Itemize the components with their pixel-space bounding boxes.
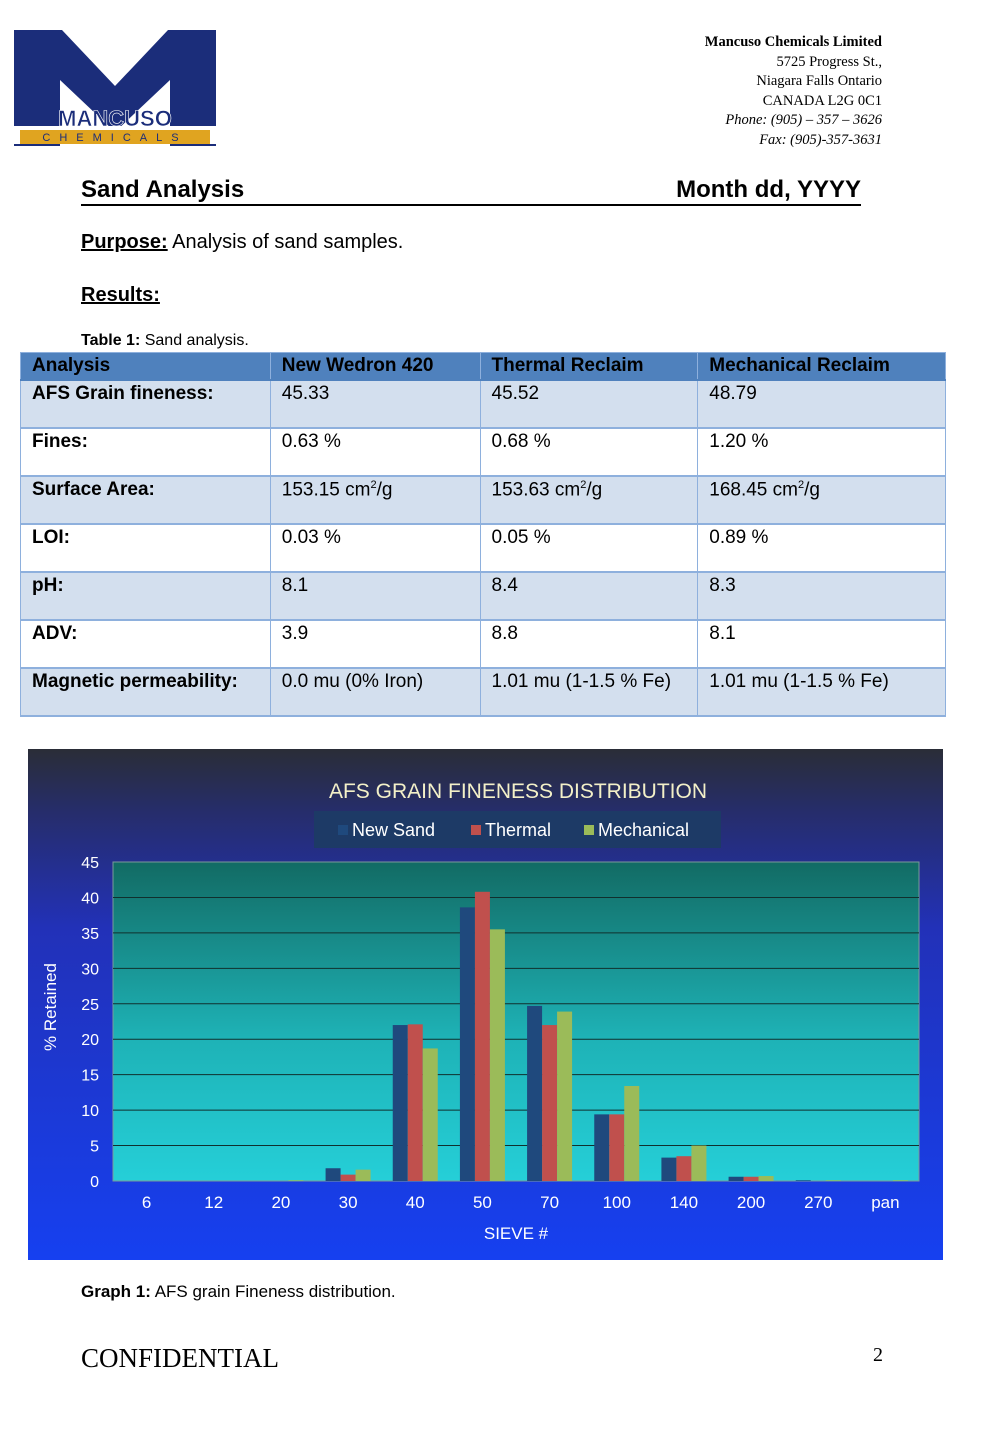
bar-mechanical [826, 1180, 841, 1181]
bar-mechanical [691, 1146, 706, 1181]
bar-mechanical [759, 1176, 774, 1181]
y-tick-label: 25 [81, 996, 99, 1014]
table-caption-label: Table 1: [81, 332, 141, 349]
bar-thermal [609, 1114, 624, 1181]
bar-thermal [408, 1024, 423, 1181]
results-heading [81, 284, 160, 307]
bar-mechanical [423, 1048, 438, 1181]
company-phone: Phone: (905) – 357 – 3626 [725, 112, 882, 128]
y-tick-label: 10 [81, 1103, 99, 1121]
bar-mechanical [557, 1012, 572, 1181]
legend-label: New Sand [352, 820, 436, 840]
x-tick-label: 20 [271, 1193, 291, 1212]
row-label: AFS Grain fineness: [21, 380, 271, 428]
bar-new-sand [729, 1177, 744, 1181]
table-header: Mechanical Reclaim [698, 353, 946, 381]
afs-distribution-chart [28, 749, 943, 1260]
row-label: pH: [21, 572, 271, 620]
bar-new-sand [661, 1158, 676, 1181]
table-cell: 1.01 mu (1-1.5 % Fe) [698, 668, 946, 716]
x-tick-label: 50 [472, 1193, 492, 1212]
bar-thermal [341, 1175, 356, 1181]
graph-caption [81, 1282, 396, 1302]
unit-superscript: 2 [580, 479, 587, 491]
bar-new-sand [393, 1025, 408, 1181]
bar-mechanical [490, 929, 505, 1181]
table-row [21, 380, 946, 428]
table-cell: 45.33 [270, 380, 480, 428]
bar-thermal [475, 892, 490, 1181]
y-tick-label: 40 [81, 890, 99, 908]
legend-swatch [584, 825, 594, 835]
document-heading [81, 174, 861, 206]
bar-thermal [744, 1177, 759, 1181]
unit-tail: /g [376, 479, 393, 501]
cell-value: 168.45 cm [709, 479, 798, 501]
unit-tail: /g [804, 479, 820, 501]
table-header: Thermal Reclaim [480, 353, 698, 381]
table-cell: 8.1 [270, 572, 480, 620]
table-cell: 45.52 [480, 380, 698, 428]
row-label: LOI: [21, 524, 271, 572]
mancuso-logo [14, 28, 216, 146]
document-title: Sand Analysis [81, 176, 245, 203]
y-tick-label: 5 [90, 1138, 99, 1156]
page-number: 2 [873, 1344, 883, 1366]
x-tick-label: 30 [338, 1193, 358, 1212]
table-cell: 0.03 % [270, 524, 480, 572]
unit-tail: /g [586, 479, 603, 501]
table-cell: 48.79 [698, 380, 946, 428]
plot-area [113, 862, 919, 1181]
table-cell: 0.05 % [480, 524, 698, 572]
x-tick-label: 12 [204, 1193, 224, 1212]
company-address [705, 33, 882, 150]
bar-mechanical [356, 1170, 371, 1181]
legend-swatch [471, 825, 481, 835]
table-cell: 1.01 mu (1-1.5 % Fe) [480, 668, 698, 716]
row-label: Surface Area: [21, 476, 271, 524]
legend-label: Mechanical [598, 820, 690, 840]
table-cell: 8.1 [698, 620, 946, 668]
legend-swatch [338, 825, 348, 835]
y-tick-label: 45 [81, 855, 99, 872]
purpose-text: Analysis of sand samples. [167, 231, 404, 253]
y-axis-label: % Retained [41, 963, 60, 1051]
table-header: New Wedron 420 [270, 353, 480, 381]
x-tick-label: 200 [736, 1193, 766, 1212]
results-label: Results: [81, 284, 160, 306]
bar-mechanical [624, 1086, 639, 1181]
logo-subtitle: CHEMICALS [42, 132, 188, 144]
y-tick-label: 0 [90, 1174, 99, 1191]
table-cell: 8.4 [480, 572, 698, 620]
table-cell: 8.8 [480, 620, 698, 668]
x-tick-label: pan [871, 1193, 900, 1212]
bar-new-sand [796, 1180, 811, 1181]
company-name: Mancuso Chemicals Limited [704, 34, 882, 50]
row-label: ADV: [21, 620, 271, 668]
cell-value: 153.63 cm [491, 479, 581, 501]
x-tick-label: 6 [141, 1193, 152, 1212]
bar-mechanical [893, 1180, 908, 1181]
table-header-row [21, 353, 946, 381]
unit-superscript: 2 [370, 479, 377, 491]
row-label: Fines: [21, 428, 271, 476]
cell-value: 153.15 cm [281, 479, 371, 501]
confidential-footer: CONFIDENTIAL [81, 1343, 279, 1373]
unit-superscript: 2 [797, 479, 805, 491]
table-header: Analysis [21, 353, 271, 381]
graph-caption-label: Graph 1: [81, 1282, 151, 1301]
x-tick-label: 100 [602, 1193, 631, 1212]
y-tick-label: 35 [81, 925, 99, 943]
y-tick-label: 15 [81, 1067, 99, 1085]
table-cell: 1.20 % [698, 428, 946, 476]
table-cell: 0.0 mu (0% Iron) [270, 668, 480, 716]
bar-mechanical [288, 1180, 303, 1181]
company-country: CANADA L2G 0C1 [762, 92, 882, 109]
x-axis-label: SIEVE # [483, 1224, 549, 1243]
table-cell: 8.3 [698, 572, 946, 620]
legend-label: Thermal [485, 820, 552, 840]
purpose-line [81, 231, 403, 254]
table-row [21, 620, 946, 668]
bar-thermal [676, 1156, 691, 1181]
table-row [21, 668, 946, 716]
bar-new-sand [594, 1114, 609, 1181]
bar-new-sand [326, 1168, 341, 1181]
table-cell [480, 476, 698, 524]
y-tick-label: 30 [81, 961, 99, 979]
table-cell: 0.63 % [270, 428, 480, 476]
bar-new-sand [460, 907, 475, 1181]
company-city: Niagara Falls Ontario [756, 73, 882, 89]
chart-title: AFS GRAIN FINENESS DISTRIBUTION [328, 780, 708, 803]
table-cell: 0.89 % [698, 524, 946, 572]
table-cell [698, 476, 946, 524]
graph-caption-text: AFS grain Fineness distribution. [150, 1282, 396, 1301]
y-tick-label: 20 [81, 1032, 99, 1050]
x-tick-label: 140 [669, 1193, 699, 1212]
company-street: 5725 Progress St., [776, 53, 882, 70]
table-cell [270, 476, 480, 524]
table-row [21, 572, 946, 620]
document-date: Month dd, YYYY [676, 176, 861, 203]
row-label: Magnetic permeability: [21, 668, 271, 716]
purpose-label: Purpose: [81, 231, 168, 253]
table-caption-text: Sand analysis. [140, 332, 249, 349]
bar-thermal [542, 1025, 557, 1181]
table-row [21, 524, 946, 572]
table-row [21, 476, 946, 524]
sand-analysis-table [20, 352, 946, 717]
bar-new-sand [527, 1006, 542, 1181]
company-fax: Fax: (905)-357-3631 [759, 131, 882, 148]
table-cell: 0.68 % [480, 428, 698, 476]
x-tick-label: 270 [804, 1193, 833, 1212]
chart-legend [338, 820, 689, 840]
x-tick-label: 40 [405, 1193, 425, 1212]
table-cell: 3.9 [270, 620, 480, 668]
x-tick-label: 70 [540, 1193, 560, 1212]
table-row [21, 428, 946, 476]
table-caption [81, 332, 249, 350]
logo-wordmark: MANCUSO [58, 106, 172, 131]
